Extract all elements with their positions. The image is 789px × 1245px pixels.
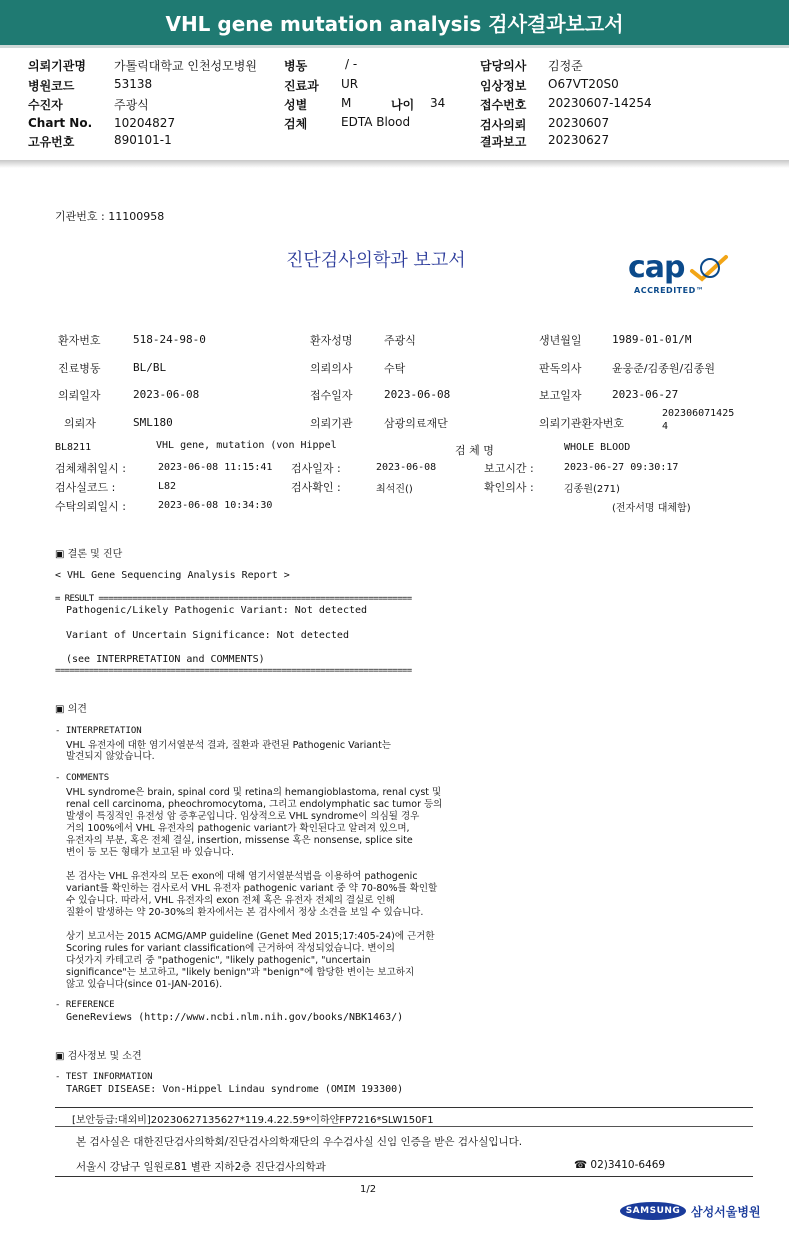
patient-key: 진료병동 (58, 362, 101, 375)
interpretation-heading: - INTERPRETATION (55, 726, 142, 736)
comments-line: significance"는 보고하고, "likely benign"과 "benign"에 합당한 변이는 보고하지 (66, 967, 415, 978)
cap-checkmark-icon (688, 253, 730, 283)
comments-line: VHL syndrome은 brain, spinal cord 및 retina의 hemangioblastoma, renal cyst 및 (66, 787, 442, 798)
meta-value: 53138 (114, 77, 153, 91)
patient-value: 2023-06-08 (133, 388, 200, 401)
patient-key: 판독의사 (539, 362, 582, 375)
test-value: 2023-06-08 11:15:41 (158, 462, 273, 473)
meta-key: 담당의사 (480, 59, 527, 73)
comments-line: renal cell carcinoma, pheochromocytoma, 그리고 endolymphatic sac tumor 등의 (66, 799, 443, 810)
samsung-logo: SAMSUNG (620, 1202, 686, 1220)
report-subtitle: < VHL Gene Sequencing Analysis Report > (55, 570, 290, 581)
test-information-heading: - TEST INFORMATION (55, 1072, 153, 1082)
meta-value: EDTA Blood (341, 115, 411, 129)
lab-address: 서울시 강남구 일원로81 별관 지하2층 진단검사의학과 (76, 1161, 326, 1173)
section-heading-test-info: ▣ 검사정보 및 소견 (55, 1051, 142, 1062)
meta-key: 검체 (284, 117, 308, 131)
meta-key: 수진자 (28, 98, 63, 112)
org-number: 기관번호 : 11100958 (55, 210, 165, 223)
comments-line: Scoring rules for variant classification에 근거하여 작성되었습니다. 변이의 (66, 943, 395, 954)
test-value: L82 (158, 481, 177, 492)
patient-value: 202306071425 (662, 408, 735, 419)
test-name: VHL gene, mutation (von Hippel (156, 440, 337, 451)
patient-value: 2023-06-27 (612, 388, 679, 401)
patient-value: 윤웅준/김종원/김종원 (612, 362, 716, 375)
certification-note: 본 검사실은 대한진단검사의학회/진단검사의학재단의 우수검사실 신임 인증을 받은 검사실입니다. (76, 1136, 523, 1148)
result-header: = RESULT ================================================================= (55, 594, 412, 604)
page-number: 1/2 (360, 1184, 377, 1195)
meta-key: Chart No. (28, 116, 93, 130)
cap-accredited: ACCREDITED™ (634, 286, 705, 295)
meta-value: 20230627 (548, 133, 610, 147)
patient-key: 의뢰일자 (58, 389, 101, 402)
interpretation-line: 발견되지 않았습니다. (66, 751, 155, 762)
test-value: 2023-06-08 (376, 462, 437, 473)
comments-line: 수 있습니다. 따라서, VHL 유전자의 exon 전체 혹은 유전자 전체의 결실로 인해 (66, 895, 395, 906)
result-footer: ========================================================================== (55, 666, 412, 676)
meta-key: 의뢰기관명 (28, 59, 86, 73)
comments-line: 상기 보고서는 2015 ACMG/AMP guideline (Genet Med 2015;17:405-24)에 근거한 (66, 931, 435, 942)
section-heading-opinion: ▣ 의견 (55, 704, 87, 715)
patient-key: 의뢰기관 (310, 417, 353, 430)
meta-value: / - (345, 57, 358, 71)
test-code: BL8211 (55, 442, 92, 453)
reference-heading: - REFERENCE (55, 1000, 115, 1010)
meta-key: 고유번호 (28, 135, 75, 149)
meta-value: 20230607-14254 (548, 96, 652, 110)
patient-value: 1989-01-01/M (612, 333, 692, 346)
meta-value: 주광식 (114, 98, 149, 112)
report-title: VHL gene mutation analysis 검사결과보고서 (165, 12, 624, 36)
target-disease: TARGET DISEASE: Von-Hippel Lindau syndrome (OMIM 193300) (66, 1084, 404, 1095)
meta-key: 나이 (391, 98, 415, 112)
footer-rule-bottom (55, 1176, 753, 1177)
meta-value: 10204827 (114, 116, 176, 130)
meta-value: M (341, 96, 352, 110)
meta-key: 성별 (284, 98, 308, 112)
meta-key: 병동 (284, 59, 308, 73)
result-note: (see INTERPRETATION and COMMENTS) (66, 654, 265, 665)
patient-key: 환자번호 (58, 334, 101, 347)
result-vus: Variant of Uncertain Significance: Not detected (66, 630, 349, 641)
meta-value: 20230607 (548, 116, 610, 130)
lab-phone: ☎ 02)3410-6469 (574, 1159, 666, 1171)
test-key: 검사확인 : (291, 481, 341, 494)
patient-key: 환자성명 (310, 334, 353, 347)
test-key: 수탁의뢰일시 : (55, 500, 126, 513)
patient-value: 주광식 (384, 334, 416, 347)
patient-key: 의뢰기관환자번호 (539, 417, 625, 430)
comments-line: 유전자의 부분, 혹은 전체 결실, insertion, missense 혹은 nonsense, splice site (66, 835, 413, 846)
interpretation-line: VHL 유전자에 대한 염기서열분석 결과, 질환과 관련된 Pathogenic Variant는 (66, 740, 391, 751)
specimen-label: 검 체 명 (455, 444, 494, 457)
test-key: 확인의사 : (484, 481, 534, 494)
cap-logo-text: cap (628, 250, 685, 285)
footer-rule-top (55, 1107, 753, 1108)
meta-key: 임상정보 (480, 79, 527, 93)
comments-line: 질환이 발생하는 약 20-30%의 환자에서는 본 검사에서 정상 소견을 보일 수 있습니다. (66, 907, 424, 918)
patient-value: 2023-06-08 (384, 388, 451, 401)
footer-rule-mid (55, 1126, 753, 1127)
comments-line: 변이 등 모든 형태가 보고된 바 있습니다. (66, 847, 234, 858)
meta-value: 김정준 (548, 59, 583, 73)
test-key: 보고시간 : (484, 462, 534, 475)
comments-line: 본 검사는 VHL 유전자의 모든 exon에 대해 염기서열분석법을 이용하여 pathogenic (66, 871, 418, 882)
meta-key: 진료과 (284, 79, 319, 93)
meta-separator (0, 160, 789, 168)
meta-value: 34 (430, 96, 446, 110)
meta-value: 890101-1 (114, 133, 172, 147)
test-value: 최석진() (376, 484, 413, 495)
security-line: [보안등급:대외비]20230627135627*119.4.22.59*이하얀FP7216*SLW150F1 (72, 1115, 434, 1126)
patient-value: 518-24-98-0 (133, 333, 206, 346)
test-value: 김종원(271) (564, 484, 620, 495)
hospital-name: 삼성서울병원 (691, 1205, 761, 1219)
test-key: 검사일자 : (291, 462, 341, 475)
patient-key: 의뢰의사 (310, 362, 353, 375)
patient-key: 의뢰자 (64, 417, 96, 430)
result-pathogenic: Pathogenic/Likely Pathogenic Variant: Not detected (66, 605, 368, 616)
patient-value: 수탁 (384, 362, 406, 375)
patient-key: 생년월일 (539, 334, 582, 347)
section-heading-conclusion: ▣ 결론 및 진단 (55, 549, 123, 560)
test-key: 검체채취일시 : (55, 462, 126, 475)
meta-value: O67VT20S0 (548, 77, 619, 91)
reference-link[interactable]: GeneReviews (http://www.ncbi.nlm.nih.gov/books/NBK1463/) (66, 1012, 404, 1023)
specimen-value: WHOLE BLOOD (564, 442, 631, 453)
patient-value: 4 (662, 421, 669, 432)
test-key: 검사실코드 : (55, 481, 116, 494)
patient-key: 접수일자 (310, 389, 353, 402)
meta-key: 결과보고 (480, 135, 527, 149)
patient-value: SML180 (133, 416, 173, 429)
meta-key: 병원코드 (28, 79, 75, 93)
meta-key: 검사의뢰 (480, 118, 527, 132)
meta-value: 가톨릭대학교 인천성모병원 (114, 59, 257, 73)
patient-value: 삼광의료재단 (384, 417, 448, 430)
patient-value: BL/BL (133, 361, 167, 374)
meta-key: 접수번호 (480, 98, 527, 112)
test-value: 2023-06-27 09:30:17 (564, 462, 679, 473)
comments-line: variant를 확인하는 검사로서 VHL 유전자 pathogenic variant 중 약 70-80%를 확인할 (66, 883, 438, 894)
comments-line: 발생이 특징적인 유전성 암 증후군입니다. 임상적으로 VHL syndrome이 의심될 경우 (66, 811, 420, 822)
test-value: 2023-06-08 10:34:30 (158, 500, 273, 511)
comments-heading: - COMMENTS (55, 773, 110, 783)
comments-line: 다섯가지 카테고리 중 "pathogenic", "likely pathogenic", "uncertain (66, 955, 371, 966)
patient-key: 보고일자 (539, 389, 582, 402)
meta-value: UR (341, 77, 359, 91)
comments-line: 거의 100%에서 VHL 유전자의 pathogenic variant가 확인된다고 알려져 있으며, (66, 823, 410, 834)
comments-line: 않고 있습니다(since 01-JAN-2016). (66, 979, 223, 990)
doc-title: 진단검사의학과 보고서 (286, 250, 466, 271)
esign-note: (전자서명 대체함) (612, 503, 691, 514)
